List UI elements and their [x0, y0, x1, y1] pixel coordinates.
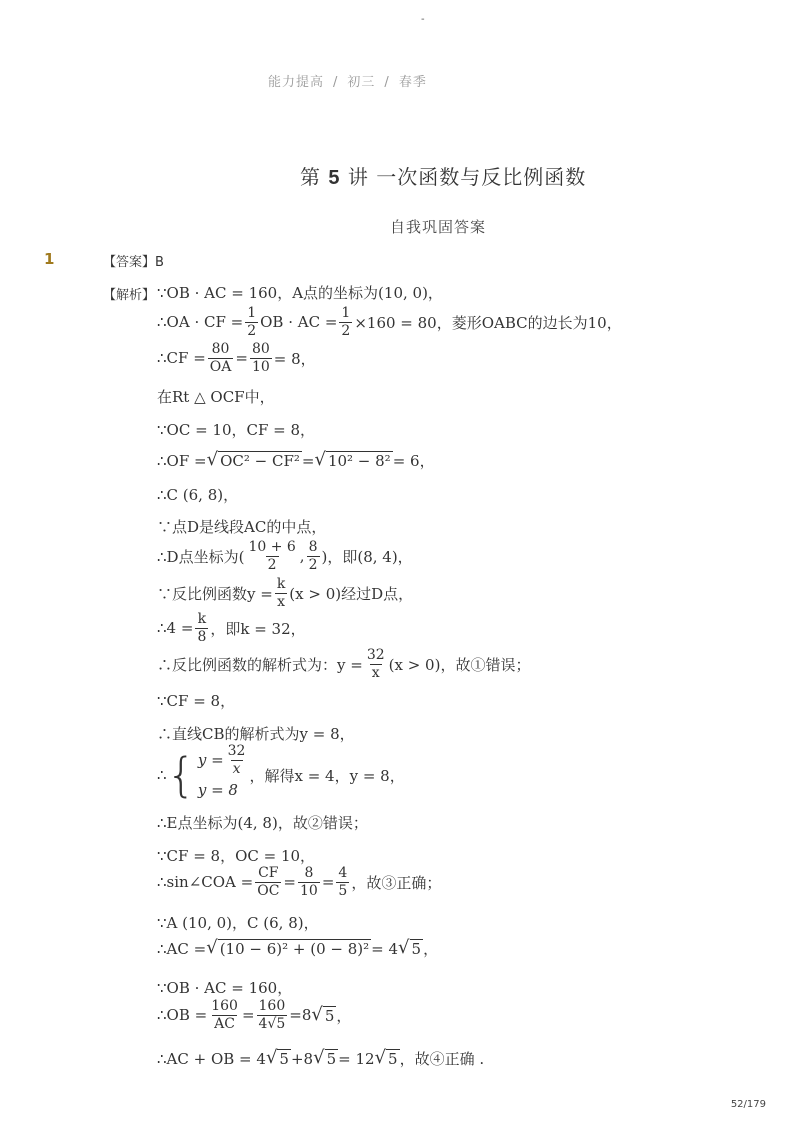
question-number: 1 [44, 250, 55, 268]
radicand: 5 [279, 1050, 289, 1068]
denominator: 2 [267, 556, 277, 573]
numerator: 4 [338, 865, 348, 881]
solution-line [157, 419, 315, 440]
denominator: 2 [341, 322, 351, 339]
radical-sign: √ [311, 1003, 323, 1025]
solution-line [157, 342, 316, 374]
solution-text: ∴E点坐标为(4, 8)，故②错误； [157, 814, 368, 832]
fraction [245, 306, 258, 338]
solution-line [157, 540, 413, 572]
solution-text: ∴AC = [157, 939, 207, 958]
radicand: OC² − CF² [220, 452, 300, 470]
solution-text: +8 [290, 1049, 314, 1068]
solution-line [157, 612, 306, 644]
square-root [207, 451, 302, 470]
solution-text: ∵CF = 8，OC = 10， [157, 847, 316, 865]
solution-text: ∴CF = [157, 349, 206, 368]
fraction [257, 999, 288, 1031]
solution-text: = 12 [338, 1049, 375, 1068]
breadcrumb-term: 春季 [398, 75, 427, 90]
denominator: 10 [300, 882, 318, 899]
solution-line [157, 690, 235, 711]
title-prefix: 第 [300, 165, 321, 189]
solution-text: ∵OB · AC = 160，A点的坐标为(10, 0)， [157, 284, 443, 302]
denominator: 5 [338, 882, 348, 899]
header-dash: - [421, 14, 425, 25]
denominator: AC [214, 1015, 235, 1032]
solution-text: y = [197, 751, 224, 769]
solution-text: =8 [289, 1006, 312, 1025]
solution-line [157, 577, 413, 609]
page-title [300, 161, 586, 190]
radical-sign: √ [206, 449, 219, 470]
solution-text: OB · AC = [260, 313, 338, 332]
solution-text: = [241, 1006, 255, 1025]
fraction [226, 744, 248, 776]
numerator: CF [258, 865, 279, 881]
solution-line [157, 845, 315, 866]
radicand: 5 [411, 940, 422, 958]
title-text: 讲 一次函数与反比例函数 [347, 165, 587, 189]
answer-label: 【答案】 [103, 255, 156, 270]
denominator: 10 [251, 358, 270, 375]
fraction [275, 577, 287, 609]
solution-text: ，即k = 32， [210, 619, 306, 638]
solution-line [157, 648, 530, 680]
fraction [336, 866, 349, 898]
solution-text: ，故④正确 . [399, 1050, 485, 1068]
radical-sign: √ [314, 449, 326, 470]
square-root [311, 1003, 336, 1025]
square-root [206, 939, 371, 958]
denominator: x [277, 593, 285, 610]
radicand: 10² − 8² [327, 452, 391, 470]
solution-text: ×160 = 80，菱形OABC的边长为10， [354, 313, 622, 332]
denominator: x [371, 664, 380, 681]
equation-row: y = 8 [197, 781, 238, 799]
analysis-label: 【解析】 [103, 288, 156, 303]
page-number: 52/179 [730, 1099, 766, 1110]
solution-text: )，即(8, 4)， [321, 547, 413, 566]
solution-text: ∴D点坐标为( [157, 547, 245, 566]
solution-text: = 8， [273, 349, 316, 368]
solution-text: ，解得x = 4，y = 8， [249, 766, 405, 785]
left-brace: { [166, 748, 196, 802]
numerator: 160 [211, 998, 238, 1014]
solution-text: ∴OB = [157, 1006, 208, 1025]
numerator: 10 + 6 [248, 539, 296, 555]
breadcrumb [268, 71, 427, 90]
radical-sign: √ [398, 937, 410, 958]
solution-text: = 4 [371, 939, 399, 958]
solution-text: ， [336, 1006, 352, 1025]
numerator: 1 [341, 305, 351, 321]
solution-text: ∴反比例函数的解析式为：y = [157, 655, 363, 674]
solution-text: ∴AC + OB = 4 [157, 1049, 266, 1068]
solution-line [157, 812, 368, 833]
solution-text: ∵CF = 8， [157, 692, 236, 710]
radicand: (10 − 6)² + (0 − 8)² [219, 940, 370, 958]
solution-text: = [235, 349, 248, 368]
numerator: 32 [227, 742, 246, 759]
square-root [314, 451, 392, 470]
section-subtitle: 自我巩固答案 [390, 218, 487, 236]
solution-text: ∴ [157, 766, 167, 784]
equation-system [197, 742, 250, 805]
solution-text: ∵A (10, 0)，C (6, 8)， [157, 914, 319, 932]
breadcrumb-separator: / [333, 75, 339, 90]
solution-line [157, 912, 319, 933]
title-number: 5 [328, 167, 341, 189]
solution-line [157, 938, 438, 959]
solution-text: ∴4 = [157, 619, 194, 638]
numerator: k [197, 611, 207, 627]
numerator: 8 [304, 865, 314, 881]
solution-line [157, 999, 351, 1031]
solution-line [157, 977, 292, 998]
radicand: 5 [326, 1050, 337, 1068]
answer-line [103, 251, 164, 270]
solution-text: ∵OC = 10，CF = 8， [157, 421, 316, 439]
solution-line [157, 386, 275, 407]
numerator: 8 [308, 539, 318, 555]
radical-sign: √ [374, 1047, 387, 1068]
breadcrumb-level: 能力提高 [268, 75, 325, 90]
breadcrumb-separator: / [384, 75, 390, 90]
solution-text: ∴OA · CF = [157, 313, 244, 332]
fraction [365, 648, 387, 680]
solution-text: ，故③正确； [351, 873, 442, 892]
solution-text: (x > 0)经过D点， [289, 584, 414, 603]
solution-text: ， [423, 940, 439, 958]
square-root [313, 1049, 338, 1068]
radical-sign: √ [265, 1047, 278, 1068]
fraction [298, 866, 320, 898]
solution-line [157, 306, 622, 338]
solution-line [157, 1048, 484, 1069]
radical-sign: √ [313, 1047, 325, 1068]
denominator: 2 [308, 556, 318, 573]
solution-line [157, 516, 326, 537]
denominator: 8 [197, 628, 207, 645]
numerator: k [276, 576, 286, 592]
equation-row [197, 742, 250, 777]
denominator: 2 [247, 322, 257, 339]
solution-text: ∵反比例函数y = [157, 584, 273, 603]
radicand: 5 [388, 1050, 398, 1068]
solution-text: ∴OF = [157, 451, 207, 470]
fraction [209, 999, 240, 1031]
solution-text: (x > 0)，故①错误； [388, 655, 531, 674]
solution-text: ∴sin∠COA = [157, 873, 254, 892]
solution-line [157, 450, 435, 471]
solution-text: = 6， [392, 452, 435, 470]
fraction [307, 540, 320, 572]
denominator: OA [209, 358, 232, 375]
denominator: OC [257, 882, 280, 899]
solution-text: = [321, 873, 335, 892]
solution-text: = [301, 451, 315, 470]
solution-text: , [299, 547, 305, 566]
square-root [266, 1049, 291, 1068]
breadcrumb-grade: 初三 [347, 75, 376, 90]
solution-line [157, 282, 443, 303]
numerator: 1 [247, 305, 257, 321]
fraction [339, 306, 352, 338]
square-root [398, 939, 423, 958]
solution-text: ∴C (6, 8)， [157, 486, 239, 504]
solution-text: ∴直线CB的解析式为y = 8， [157, 725, 355, 743]
fraction [246, 540, 297, 572]
numerator: 32 [366, 647, 385, 663]
radical-sign: √ [206, 937, 218, 958]
radicand: 5 [324, 1006, 335, 1025]
fraction [195, 612, 208, 644]
answer-value: B [155, 255, 164, 270]
fraction [255, 866, 281, 898]
denominator: x [232, 760, 241, 777]
solution-line [157, 866, 441, 898]
equation-system-line [157, 742, 405, 805]
solution-text: = [283, 873, 296, 892]
solution-text: 在Rt △ OCF中， [157, 388, 275, 406]
numerator: 160 [258, 998, 286, 1014]
fraction [250, 342, 272, 374]
solution-line [157, 723, 355, 744]
square-root [375, 1049, 400, 1068]
solution-text: ∵OB · AC = 160， [157, 979, 293, 997]
denominator: 4√5 [258, 1015, 286, 1032]
solution-line [157, 484, 238, 505]
fraction [208, 342, 234, 374]
numerator: 80 [251, 341, 270, 357]
numerator: 80 [211, 341, 230, 357]
solution-text: ∵点D是线段AC的中点， [157, 518, 327, 536]
